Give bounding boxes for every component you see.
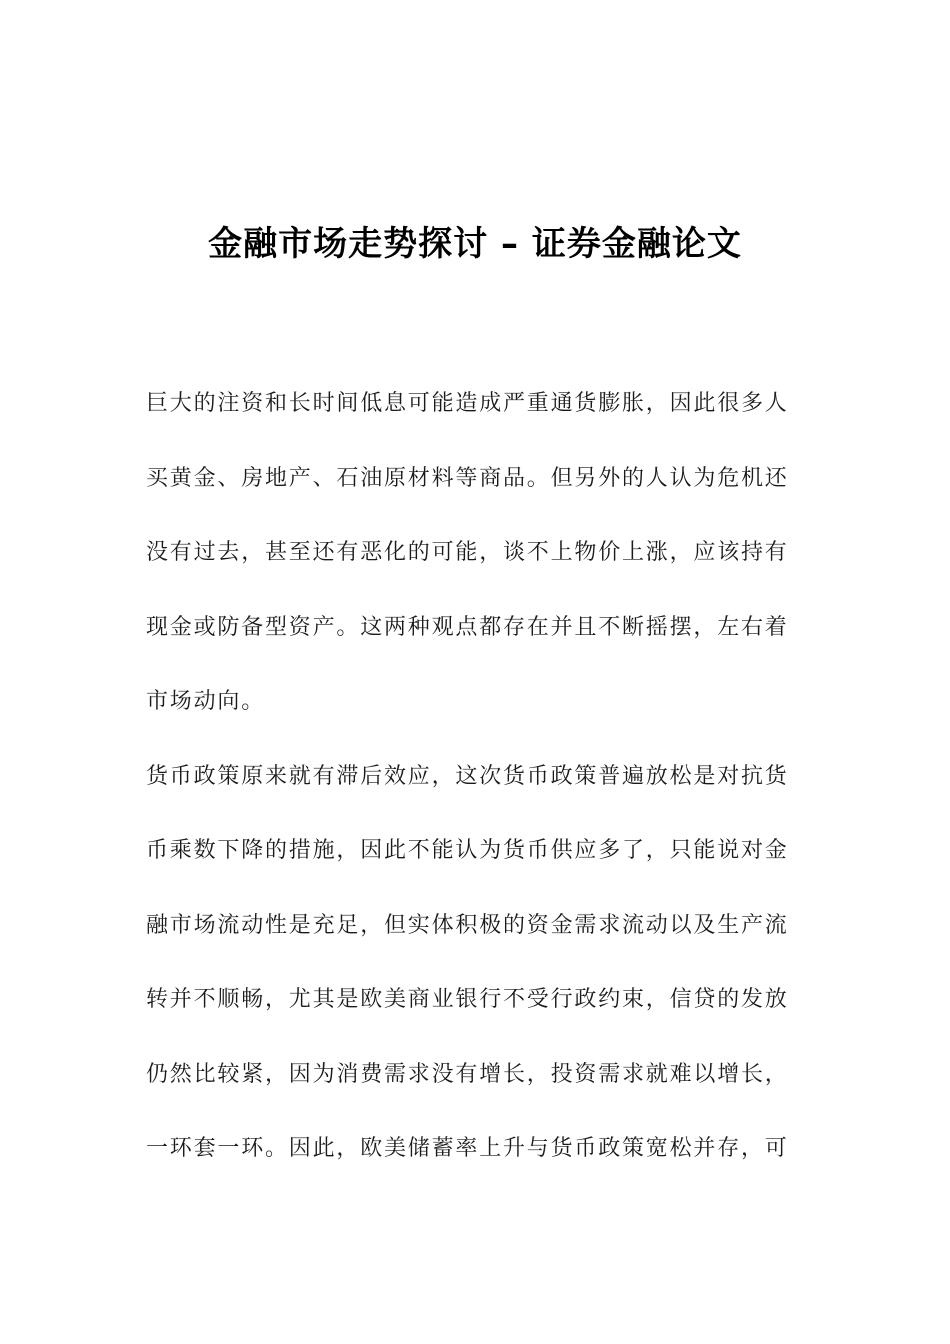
text-line: 币乘数下降的措施，因此不能认为货币供应多了，只能说对金	[146, 838, 789, 863]
text-line: 转并不顺畅，尤其是欧美商业银行不受行政约束，信贷的发放	[146, 987, 789, 1012]
text-line: 没有过去，甚至还有恶化的可能，谈不上物价上涨，应该持有	[146, 540, 789, 565]
text-line: 货币政策原来就有滞后效应，这次货币政策普遍放松是对抗货	[146, 763, 789, 789]
paragraph-2	[146, 753, 806, 1200]
text-line: 融市场流动性是充足，但实体积极的资金需求流动以及生产流	[146, 912, 789, 938]
text-line: 巨大的注资和长时间低息可能造成严重通货膨胀，因此很多人	[146, 391, 789, 416]
text-line: 一环套一环。因此，欧美储蓄率上升与货币政策宽松并存，可	[146, 1136, 789, 1161]
text-line: 现金或防备型资产。这两种观点都存在并且不断摇摆，左右着	[146, 614, 789, 640]
text-line: 仍然比较紧，因为消费需求没有增长，投资需求就难以增长，	[146, 1061, 789, 1087]
paragraph-1	[146, 380, 806, 753]
document-body	[146, 380, 806, 1200]
text-line: 买黄金、房地产、石油原材料等商品。但另外的人认为危机还	[146, 465, 789, 491]
document-title: 金融市场走势探讨 – 证券金融论文	[208, 224, 742, 264]
text-line: 市场动向。	[146, 689, 266, 714]
